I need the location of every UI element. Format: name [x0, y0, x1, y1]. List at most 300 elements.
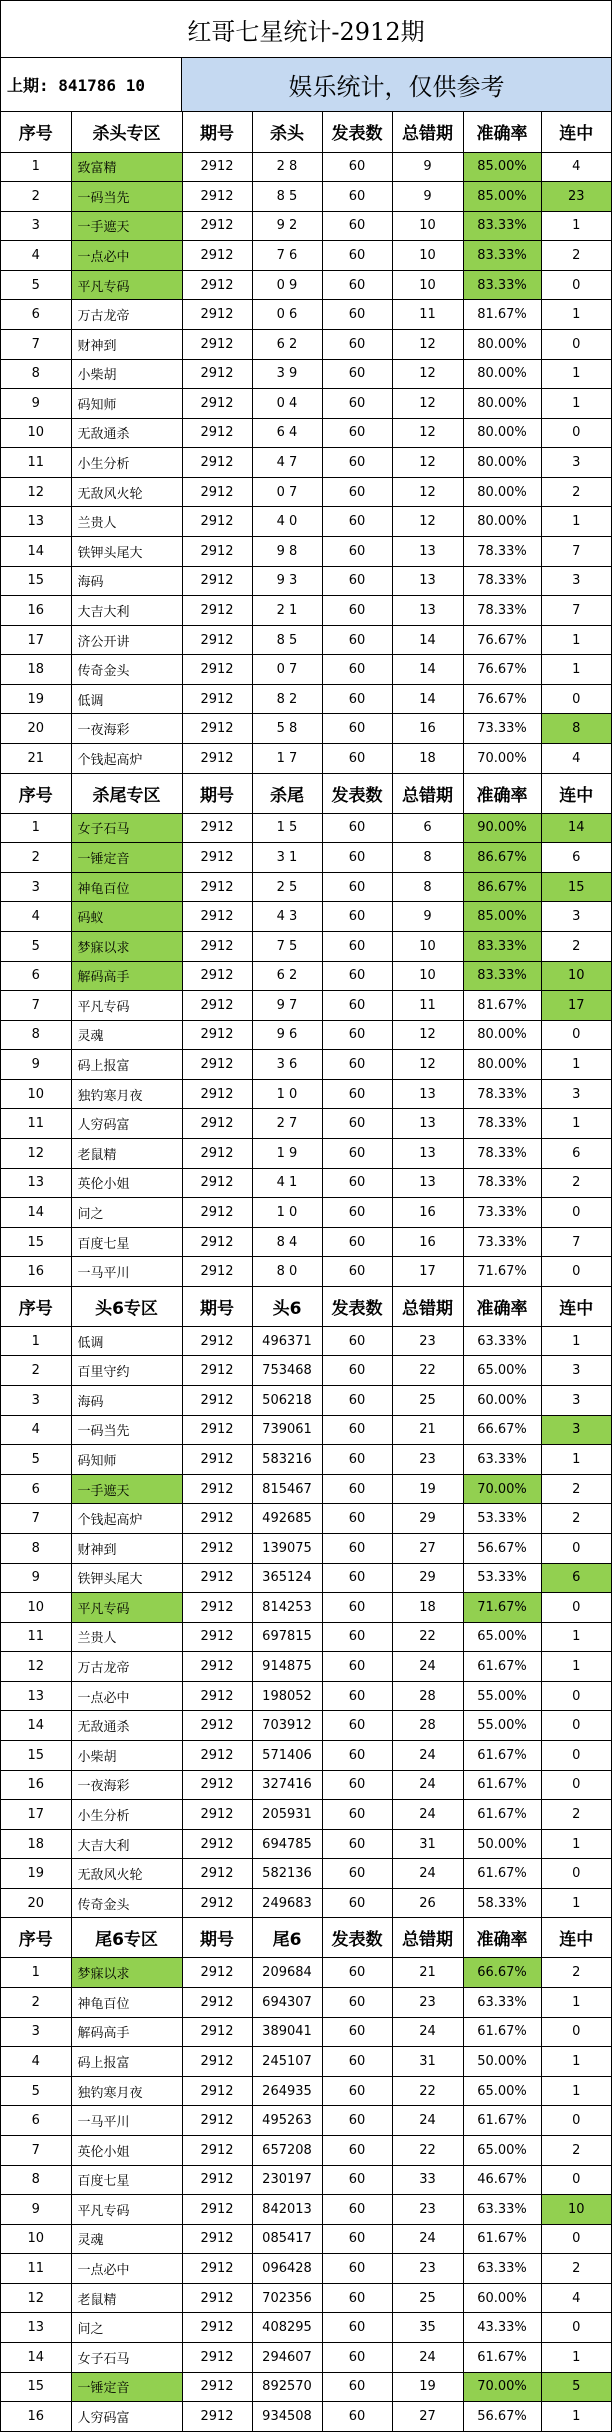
table-row	[1, 2402, 611, 2432]
table-row	[1, 2342, 611, 2372]
column-header-published-count: 发表数	[322, 773, 392, 813]
cell-streak: 7	[541, 537, 611, 567]
cell-streak: 0	[541, 2313, 611, 2343]
cell-predictor-name: 平凡专码	[71, 1593, 182, 1623]
table-row	[1, 2047, 611, 2077]
cell-issue-number: 2912	[182, 1386, 252, 1416]
cell-issue-number: 2912	[182, 152, 252, 182]
cell-issue-number: 2912	[182, 2254, 252, 2284]
cell-prediction: 8 5	[252, 625, 322, 655]
cell-rank: 8	[1, 359, 71, 389]
cell-issue-number: 2912	[182, 566, 252, 596]
cell-predictor-name: 码上报富	[71, 2047, 182, 2077]
cell-predictor-name: 人穷码富	[71, 2402, 182, 2432]
cell-issue-number: 2912	[182, 329, 252, 359]
cell-predictor-name: 一锤定音	[71, 2372, 182, 2402]
cell-predictor-name: 灵魂	[71, 2224, 182, 2254]
cell-rank: 8	[1, 1533, 71, 1563]
cell-issue-number: 2912	[182, 1079, 252, 1109]
cell-rank: 6	[1, 300, 71, 330]
cell-accuracy: 50.00%	[463, 1829, 541, 1859]
cell-issue-number: 2912	[182, 684, 252, 714]
cell-published-count: 60	[322, 1445, 392, 1475]
cell-prediction: 506218	[252, 1386, 322, 1416]
cell-issue-number: 2912	[182, 902, 252, 932]
cell-total-miss: 8	[392, 872, 463, 902]
cell-accuracy: 61.67%	[463, 2224, 541, 2254]
cell-streak: 7	[541, 596, 611, 626]
cell-streak: 2	[541, 2254, 611, 2284]
cell-rank: 17	[1, 625, 71, 655]
cell-published-count: 60	[322, 1326, 392, 1356]
cell-prediction: 583216	[252, 1445, 322, 1475]
cell-total-miss: 24	[392, 1740, 463, 1770]
cell-published-count: 60	[322, 1740, 392, 1770]
cell-issue-number: 2912	[182, 507, 252, 537]
cell-rank: 16	[1, 1770, 71, 1800]
cell-prediction: 209684	[252, 1958, 322, 1988]
cell-predictor-name: 独钓寒月夜	[71, 1079, 182, 1109]
table-row	[1, 2076, 611, 2106]
cell-predictor-name: 解码高手	[71, 961, 182, 991]
cell-rank: 5	[1, 270, 71, 300]
column-header-streak: 连中	[541, 112, 611, 152]
cell-streak: 0	[541, 2017, 611, 2047]
cell-prediction: 4 1	[252, 1168, 322, 1198]
cell-prediction: 1 0	[252, 1198, 322, 1228]
table-row	[1, 1652, 611, 1682]
cell-rank: 18	[1, 655, 71, 685]
cell-total-miss: 18	[392, 744, 463, 774]
cell-prediction: 9 6	[252, 1020, 322, 1050]
cell-rank: 14	[1, 1198, 71, 1228]
cell-accuracy: 81.67%	[463, 300, 541, 330]
cell-prediction: 205931	[252, 1800, 322, 1830]
cell-prediction: 1 9	[252, 1139, 322, 1169]
cell-issue-number: 2912	[182, 1681, 252, 1711]
cell-prediction: 249683	[252, 1888, 322, 1918]
cell-total-miss: 25	[392, 1386, 463, 1416]
table-row	[1, 1474, 611, 1504]
cell-predictor-name: 百度七星	[71, 2165, 182, 2195]
cell-predictor-name: 独钓寒月夜	[71, 2076, 182, 2106]
cell-issue-number: 2912	[182, 744, 252, 774]
cell-prediction: 8 2	[252, 684, 322, 714]
cell-streak: 0	[541, 418, 611, 448]
cell-predictor-name: 码上报富	[71, 1050, 182, 1080]
cell-rank: 12	[1, 1652, 71, 1682]
cell-rank: 11	[1, 448, 71, 478]
cell-predictor-name: 万古龙帝	[71, 300, 182, 330]
cell-rank: 14	[1, 1711, 71, 1741]
cell-total-miss: 22	[392, 2135, 463, 2165]
cell-predictor-name: 英伦小姐	[71, 2135, 182, 2165]
cell-total-miss: 22	[392, 2076, 463, 2106]
cell-published-count: 60	[322, 2076, 392, 2106]
cell-predictor-name: 低调	[71, 1326, 182, 1356]
cell-accuracy: 78.33%	[463, 1109, 541, 1139]
cell-published-count: 60	[322, 625, 392, 655]
cell-prediction: 7 5	[252, 931, 322, 961]
column-header-rank: 序号	[1, 773, 71, 813]
cell-rank: 7	[1, 2135, 71, 2165]
cell-streak: 0	[541, 1740, 611, 1770]
cell-streak: 0	[541, 1198, 611, 1228]
cell-total-miss: 10	[392, 931, 463, 961]
column-header-streak: 连中	[541, 1918, 611, 1958]
cell-prediction: 085417	[252, 2224, 322, 2254]
cell-prediction: 408295	[252, 2313, 322, 2343]
cell-prediction: 4 3	[252, 902, 322, 932]
cell-prediction: 198052	[252, 1681, 322, 1711]
cell-total-miss: 24	[392, 1859, 463, 1889]
cell-prediction: 2 7	[252, 1109, 322, 1139]
cell-predictor-name: 铁钾头尾大	[71, 537, 182, 567]
cell-predictor-name: 无敌通杀	[71, 1711, 182, 1741]
cell-published-count: 60	[322, 1198, 392, 1228]
column-header-accuracy: 准确率	[463, 1918, 541, 1958]
cell-issue-number: 2912	[182, 1800, 252, 1830]
cell-published-count: 60	[322, 1829, 392, 1859]
cell-total-miss: 24	[392, 2017, 463, 2047]
cell-total-miss: 10	[392, 241, 463, 271]
cell-prediction: 365124	[252, 1563, 322, 1593]
cell-predictor-name: 一码当先	[71, 182, 182, 212]
cell-published-count: 60	[322, 1474, 392, 1504]
cell-rank: 13	[1, 507, 71, 537]
cell-rank: 13	[1, 1168, 71, 1198]
cell-accuracy: 83.33%	[463, 270, 541, 300]
cell-accuracy: 76.67%	[463, 655, 541, 685]
cell-rank: 13	[1, 1681, 71, 1711]
table-row	[1, 537, 611, 567]
column-header-total-miss: 总错期	[392, 1918, 463, 1958]
cell-prediction: 2 5	[252, 872, 322, 902]
cell-streak: 0	[541, 2224, 611, 2254]
cell-rank: 6	[1, 961, 71, 991]
cell-streak: 1	[541, 1109, 611, 1139]
cell-accuracy: 63.33%	[463, 2195, 541, 2225]
cell-published-count: 60	[322, 1988, 392, 2018]
table-row	[1, 1800, 611, 1830]
cell-accuracy: 73.33%	[463, 1198, 541, 1228]
cell-prediction: 6 4	[252, 418, 322, 448]
cell-issue-number: 2912	[182, 1257, 252, 1287]
table-row	[1, 1988, 611, 2018]
cell-total-miss: 23	[392, 2254, 463, 2284]
cell-published-count: 60	[322, 2165, 392, 2195]
cell-rank: 7	[1, 991, 71, 1021]
cell-rank: 19	[1, 1859, 71, 1889]
cell-accuracy: 78.33%	[463, 1079, 541, 1109]
cell-predictor-name: 梦寐以求	[71, 1958, 182, 1988]
cell-streak: 1	[541, 655, 611, 685]
column-header-prediction: 杀头	[252, 112, 322, 152]
cell-predictor-name: 神龟百位	[71, 872, 182, 902]
cell-accuracy: 55.00%	[463, 1681, 541, 1711]
cell-prediction: 3 6	[252, 1050, 322, 1080]
cell-published-count: 60	[322, 991, 392, 1021]
cell-issue-number: 2912	[182, 418, 252, 448]
cell-total-miss: 26	[392, 1888, 463, 1918]
cell-streak: 2	[541, 1504, 611, 1534]
cell-accuracy: 66.67%	[463, 1958, 541, 1988]
cell-published-count: 60	[322, 152, 392, 182]
cell-total-miss: 10	[392, 961, 463, 991]
cell-total-miss: 23	[392, 1445, 463, 1475]
cell-prediction: 694785	[252, 1829, 322, 1859]
cell-predictor-name: 财神到	[71, 1533, 182, 1563]
cell-published-count: 60	[322, 2402, 392, 2432]
cell-published-count: 60	[322, 2313, 392, 2343]
cell-accuracy: 80.00%	[463, 418, 541, 448]
cell-streak: 1	[541, 359, 611, 389]
cell-published-count: 60	[322, 1504, 392, 1534]
cell-accuracy: 78.33%	[463, 1168, 541, 1198]
cell-streak: 2	[541, 1958, 611, 1988]
cell-prediction: 0 9	[252, 270, 322, 300]
cell-streak: 3	[541, 1356, 611, 1386]
cell-published-count: 60	[322, 300, 392, 330]
table-row	[1, 843, 611, 873]
cell-total-miss: 24	[392, 2224, 463, 2254]
cell-accuracy: 86.67%	[463, 843, 541, 873]
cell-prediction: 492685	[252, 1504, 322, 1534]
table-row	[1, 2165, 611, 2195]
column-header-published-count: 发表数	[322, 1918, 392, 1958]
cell-predictor-name: 海码	[71, 1386, 182, 1416]
cell-issue-number: 2912	[182, 448, 252, 478]
column-header-prediction: 尾6	[252, 1918, 322, 1958]
cell-streak: 8	[541, 714, 611, 744]
table-row	[1, 872, 611, 902]
cell-issue-number: 2912	[182, 1988, 252, 2018]
cell-total-miss: 9	[392, 152, 463, 182]
cell-prediction: 389041	[252, 2017, 322, 2047]
page-title: 红哥七星统计-2912期	[1, 0, 611, 58]
cell-issue-number: 2912	[182, 1139, 252, 1169]
cell-streak: 6	[541, 1139, 611, 1169]
cell-streak: 10	[541, 2195, 611, 2225]
cell-predictor-name: 兰贵人	[71, 507, 182, 537]
table-row	[1, 448, 611, 478]
cell-predictor-name: 码知师	[71, 389, 182, 419]
info-bar	[1, 58, 611, 112]
cell-accuracy: 65.00%	[463, 1356, 541, 1386]
table-row	[1, 1139, 611, 1169]
cell-issue-number: 2912	[182, 2313, 252, 2343]
cell-streak: 2	[541, 931, 611, 961]
column-header-published-count: 发表数	[322, 112, 392, 152]
table-row	[1, 2283, 611, 2313]
cell-accuracy: 81.67%	[463, 991, 541, 1021]
cell-issue-number: 2912	[182, 1652, 252, 1682]
cell-total-miss: 18	[392, 1593, 463, 1623]
cell-rank: 12	[1, 2283, 71, 2313]
cell-total-miss: 23	[392, 1988, 463, 2018]
cell-rank: 4	[1, 241, 71, 271]
cell-issue-number: 2912	[182, 241, 252, 271]
cell-predictor-name: 一点必中	[71, 1681, 182, 1711]
cell-streak: 2	[541, 1474, 611, 1504]
cell-prediction: 703912	[252, 1711, 322, 1741]
cell-rank: 6	[1, 1474, 71, 1504]
cell-total-miss: 12	[392, 389, 463, 419]
cell-accuracy: 60.00%	[463, 2283, 541, 2313]
cell-streak: 2	[541, 1800, 611, 1830]
cell-issue-number: 2912	[182, 714, 252, 744]
cell-rank: 1	[1, 1958, 71, 1988]
cell-total-miss: 16	[392, 1227, 463, 1257]
cell-predictor-name: 小生分析	[71, 1800, 182, 1830]
cell-streak: 1	[541, 1326, 611, 1356]
cell-streak: 1	[541, 1050, 611, 1080]
table-row	[1, 1770, 611, 1800]
cell-rank: 16	[1, 596, 71, 626]
cell-published-count: 60	[322, 1386, 392, 1416]
cell-accuracy: 61.67%	[463, 2106, 541, 2136]
cell-streak: 3	[541, 902, 611, 932]
cell-total-miss: 12	[392, 1050, 463, 1080]
cell-predictor-name: 一夜海彩	[71, 714, 182, 744]
cell-rank: 19	[1, 684, 71, 714]
cell-prediction: 245107	[252, 2047, 322, 2077]
cell-total-miss: 27	[392, 2402, 463, 2432]
cell-accuracy: 76.67%	[463, 625, 541, 655]
cell-prediction: 3 1	[252, 843, 322, 873]
cell-streak: 1	[541, 2402, 611, 2432]
cell-accuracy: 85.00%	[463, 902, 541, 932]
column-header-rank: 序号	[1, 112, 71, 152]
cell-prediction: 4 0	[252, 507, 322, 537]
cell-published-count: 60	[322, 477, 392, 507]
cell-issue-number: 2912	[182, 2076, 252, 2106]
cell-accuracy: 85.00%	[463, 182, 541, 212]
cell-rank: 8	[1, 1020, 71, 1050]
column-header-streak: 连中	[541, 1286, 611, 1326]
cell-prediction: 842013	[252, 2195, 322, 2225]
cell-streak: 4	[541, 152, 611, 182]
cell-prediction: 0 6	[252, 300, 322, 330]
cell-issue-number: 2912	[182, 1504, 252, 1534]
column-header-predictor-name: 尾6专区	[71, 1918, 182, 1958]
cell-streak: 7	[541, 1227, 611, 1257]
cell-published-count: 60	[322, 389, 392, 419]
cell-accuracy: 78.33%	[463, 1139, 541, 1169]
cell-accuracy: 70.00%	[463, 1474, 541, 1504]
cell-accuracy: 61.67%	[463, 2342, 541, 2372]
table-row	[1, 684, 611, 714]
cell-total-miss: 35	[392, 2313, 463, 2343]
cell-accuracy: 83.33%	[463, 211, 541, 241]
cell-published-count: 60	[322, 566, 392, 596]
cell-prediction: 914875	[252, 1652, 322, 1682]
cell-prediction: 1 5	[252, 813, 322, 843]
table-row	[1, 1386, 611, 1416]
cell-accuracy: 61.67%	[463, 1859, 541, 1889]
cell-issue-number: 2912	[182, 2195, 252, 2225]
cell-issue-number: 2912	[182, 1198, 252, 1228]
column-header-issue-number: 期号	[182, 1286, 252, 1326]
cell-rank: 14	[1, 537, 71, 567]
column-header-issue-number: 期号	[182, 1918, 252, 1958]
cell-rank: 3	[1, 2017, 71, 2047]
cell-accuracy: 63.33%	[463, 1326, 541, 1356]
table-row	[1, 1020, 611, 1050]
cell-streak: 1	[541, 389, 611, 419]
cell-rank: 2	[1, 843, 71, 873]
cell-total-miss: 12	[392, 477, 463, 507]
cell-rank: 15	[1, 2372, 71, 2402]
cell-streak: 2	[541, 2135, 611, 2165]
table-row	[1, 359, 611, 389]
cell-published-count: 60	[322, 1888, 392, 1918]
cell-streak: 1	[541, 1445, 611, 1475]
cell-published-count: 60	[322, 1020, 392, 1050]
cell-total-miss: 12	[392, 448, 463, 478]
cell-accuracy: 78.33%	[463, 566, 541, 596]
cell-prediction: 8 5	[252, 182, 322, 212]
cell-accuracy: 80.00%	[463, 329, 541, 359]
cell-published-count: 60	[322, 902, 392, 932]
cell-accuracy: 80.00%	[463, 389, 541, 419]
cell-issue-number: 2912	[182, 2283, 252, 2313]
cell-prediction: 702356	[252, 2283, 322, 2313]
cell-accuracy: 78.33%	[463, 537, 541, 567]
cell-streak: 0	[541, 684, 611, 714]
cell-published-count: 60	[322, 1711, 392, 1741]
table-row	[1, 1109, 611, 1139]
cell-published-count: 60	[322, 1227, 392, 1257]
cell-published-count: 60	[322, 418, 392, 448]
cell-streak: 0	[541, 2106, 611, 2136]
cell-streak: 3	[541, 1079, 611, 1109]
table-row	[1, 507, 611, 537]
cell-predictor-name: 一点必中	[71, 2254, 182, 2284]
cell-published-count: 60	[322, 448, 392, 478]
cell-accuracy: 46.67%	[463, 2165, 541, 2195]
cell-rank: 2	[1, 1356, 71, 1386]
cell-rank: 10	[1, 1593, 71, 1623]
cell-streak: 1	[541, 625, 611, 655]
cell-published-count: 60	[322, 2283, 392, 2313]
cell-accuracy: 61.67%	[463, 1770, 541, 1800]
cell-issue-number: 2912	[182, 596, 252, 626]
cell-issue-number: 2912	[182, 1415, 252, 1445]
cell-total-miss: 33	[392, 2165, 463, 2195]
cell-predictor-name: 小柴胡	[71, 359, 182, 389]
cell-prediction: 815467	[252, 1474, 322, 1504]
cell-issue-number: 2912	[182, 1227, 252, 1257]
cell-rank: 4	[1, 1415, 71, 1445]
cell-issue-number: 2912	[182, 2372, 252, 2402]
cell-prediction: 495263	[252, 2106, 322, 2136]
cell-issue-number: 2912	[182, 537, 252, 567]
cell-total-miss: 24	[392, 1770, 463, 1800]
cell-published-count: 60	[322, 655, 392, 685]
cell-rank: 11	[1, 2254, 71, 2284]
column-header-rank: 序号	[1, 1286, 71, 1326]
cell-predictor-name: 财神到	[71, 329, 182, 359]
column-header-prediction: 头6	[252, 1286, 322, 1326]
cell-rank: 3	[1, 211, 71, 241]
cell-total-miss: 24	[392, 1800, 463, 1830]
cell-total-miss: 12	[392, 359, 463, 389]
cell-issue-number: 2912	[182, 477, 252, 507]
cell-predictor-name: 一点必中	[71, 241, 182, 271]
cell-prediction: 892570	[252, 2372, 322, 2402]
cell-total-miss: 29	[392, 1504, 463, 1534]
